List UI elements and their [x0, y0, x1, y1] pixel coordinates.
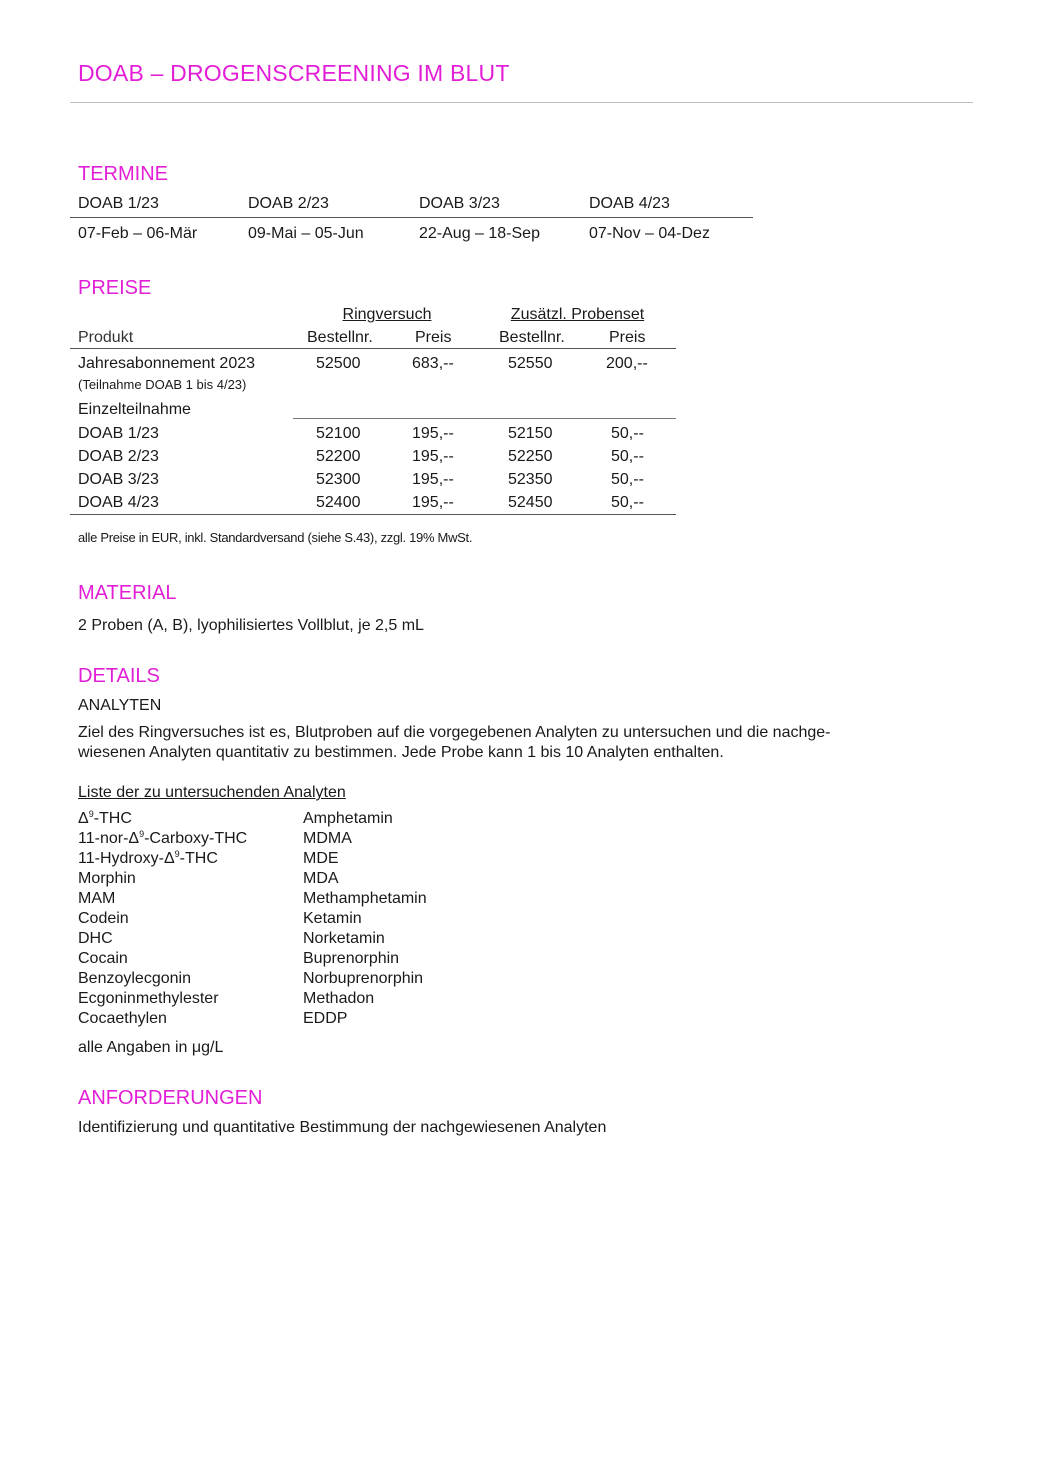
price: 50,--	[611, 448, 644, 465]
termine-header: DOAB 3/23	[419, 195, 500, 212]
analyte-item: Norbuprenorphin	[303, 970, 424, 987]
termine-header: DOAB 4/23	[589, 195, 670, 212]
section-heading-material: MATERIAL	[78, 582, 177, 604]
single-participation-label: Einzelteilnahme	[78, 401, 191, 418]
analyte-item: Amphetamin	[303, 810, 393, 827]
termine-header: DOAB 1/23	[78, 195, 159, 212]
details-paragraph-line: Ziel des Ringversuches ist es, Blutproben auf die vorgegebenen Analyten zu untersuchen und die nachge-	[78, 724, 831, 741]
analyte-item: $\Delta^9$-THC	[78, 809, 132, 827]
analyte-list-column-2	[303, 809, 427, 1029]
details-paragraph-line: wiesenen Analyten quantitativ zu bestimmen. Jede Probe kann 1 bis 10 Analyten enthalten.	[78, 744, 724, 761]
preise-row-divider	[293, 418, 676, 419]
termine-date: 22-Aug – 18-Sep	[419, 225, 540, 242]
termine-date: 07-Feb – 06-Mär	[78, 225, 198, 242]
analyte-item: Benzoylecgonin	[78, 970, 191, 987]
analyte-list-title: Liste der zu untersuchenden Analyten	[78, 784, 346, 801]
order-number: 52550	[508, 355, 553, 372]
analyte-item: MDA	[303, 870, 339, 887]
analyte-item: Ecgoninmethylester	[78, 990, 219, 1007]
price: 195,--	[412, 471, 454, 488]
section-heading-anforderungen: ANFORDERUNGEN	[78, 1087, 263, 1109]
termine-date: 07-Nov – 04-Dez	[589, 225, 710, 242]
analyte-item: MAM	[78, 890, 116, 907]
product-name: DOAB 2/23	[78, 448, 159, 465]
section-heading-details: DETAILS	[78, 665, 160, 687]
termine-date: 09-Mai – 05-Jun	[248, 225, 364, 242]
section-heading-preise: PREISE	[78, 277, 152, 299]
analyte-item: Cocaethylen	[78, 1010, 167, 1027]
order-number: 52500	[316, 355, 361, 372]
product-name: DOAB 3/23	[78, 471, 159, 488]
price-footnote: alle Preise in EUR, inkl. Standardversand (siehe S.43), zzgl. 19% MwSt.	[78, 530, 473, 545]
termine-header: DOAB 2/23	[248, 195, 329, 212]
material-text: 2 Proben (A, B), lyophilisiertes Vollblut, je 2,5 mL	[78, 617, 424, 634]
product-name: Jahresabonnement 2023	[78, 355, 256, 372]
column-header-product: Produkt	[78, 329, 134, 346]
order-number: 52400	[316, 494, 361, 511]
price: 200,--	[606, 355, 648, 372]
analyte-item: Methadon	[303, 990, 375, 1007]
column-header-order-nr: Bestellnr.	[499, 329, 565, 346]
termine-divider	[70, 217, 753, 218]
page-title: DOAB – DROGENSCREENING IM BLUT	[78, 60, 510, 86]
analyte-item: MDE	[303, 850, 339, 867]
analyte-item: Norketamin	[303, 930, 385, 947]
order-number: 52150	[508, 425, 553, 442]
price: 195,--	[412, 494, 454, 511]
product-name: DOAB 1/23	[78, 425, 159, 442]
analyte-item: Ketamin	[303, 910, 362, 927]
analyte-item: Codein	[78, 910, 129, 927]
analyte-item: DHC	[78, 930, 113, 947]
analyte-item: MDMA	[303, 830, 352, 847]
analyte-list-column-1	[78, 809, 247, 1029]
analyte-item: Cocain	[78, 950, 128, 967]
section-heading-termine: TERMINE	[78, 163, 168, 185]
column-header-price: Preis	[609, 329, 646, 346]
order-number: 52250	[508, 448, 553, 465]
product-note: (Teilnahme DOAB 1 bis 4/23)	[78, 377, 247, 392]
preise-bottom-divider	[70, 514, 676, 515]
column-header-order-nr: Bestellnr.	[307, 329, 373, 346]
price: 195,--	[412, 448, 454, 465]
order-number: 52100	[316, 425, 361, 442]
order-number: 52350	[508, 471, 553, 488]
analyte-item: Buprenorphin	[303, 950, 400, 967]
requirements-text: Identifizierung und quantitative Bestimmung der nachgewiesenen Analyten	[78, 1119, 607, 1136]
order-number: 52300	[316, 471, 361, 488]
order-number: 52200	[316, 448, 361, 465]
price: 50,--	[611, 471, 644, 488]
analyte-item: $11-Hydroxy-\Delta^9$-THC	[78, 849, 218, 867]
price: 683,--	[412, 355, 454, 372]
analyte-item: Methamphetamin	[303, 890, 427, 907]
analyte-item: $11-nor-\Delta^9-Carboxy$-THC	[78, 829, 248, 847]
preise-header-divider	[70, 348, 676, 349]
price: 50,--	[611, 425, 644, 442]
group-header-probenset: Zusätzl. Probenset	[510, 306, 645, 323]
product-name: DOAB 4/23	[78, 494, 159, 511]
analyte-item: EDDP	[303, 1010, 348, 1027]
order-number: 52450	[508, 494, 553, 511]
column-header-price: Preis	[415, 329, 452, 346]
unit-note: alle Angaben in μg/L	[78, 1039, 224, 1056]
price: 50,--	[611, 494, 644, 511]
analyte-item: Morphin	[78, 870, 136, 887]
group-header-ringversuch: Ringversuch	[342, 306, 432, 323]
analytes-subheading: ANALYTEN	[78, 697, 162, 714]
title-divider	[70, 102, 973, 103]
price: 195,--	[412, 425, 454, 442]
